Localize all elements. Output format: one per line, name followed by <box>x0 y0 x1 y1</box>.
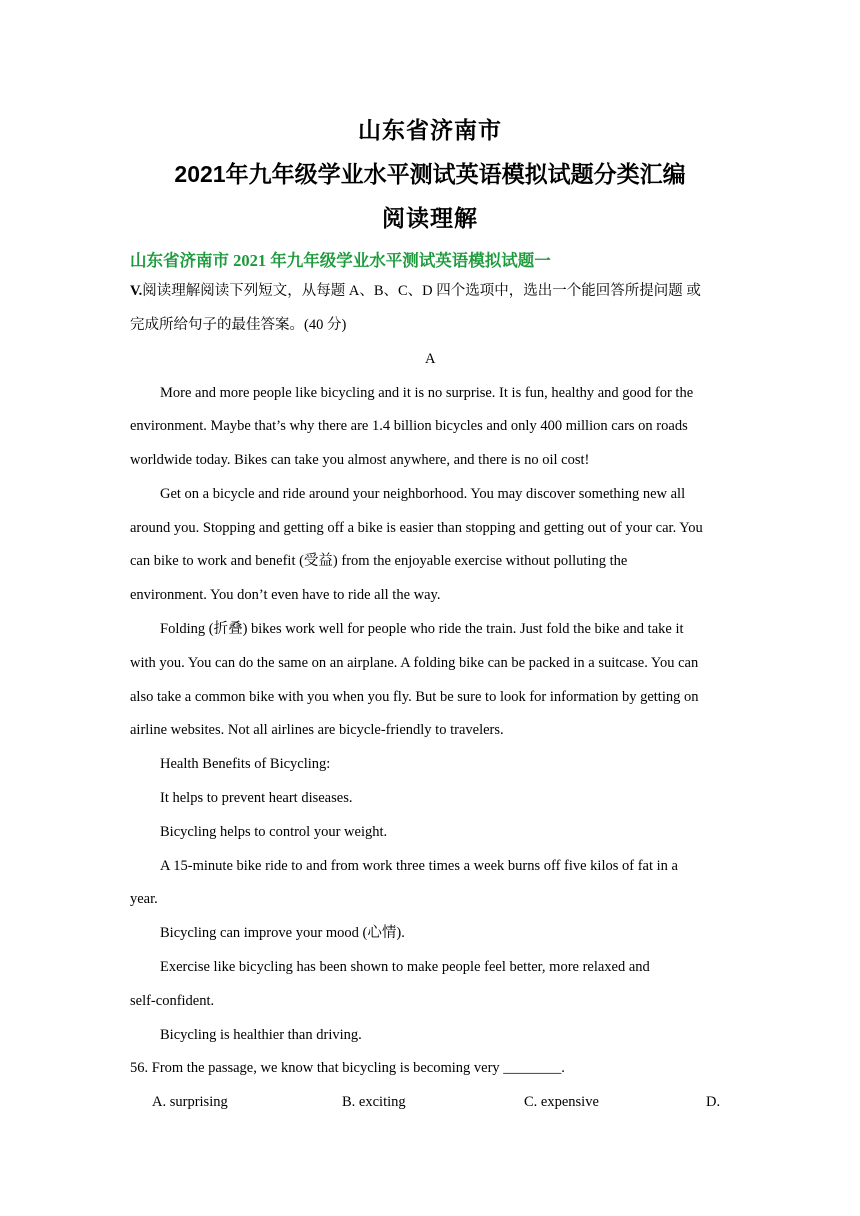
option-d: D. <box>706 1094 721 1110</box>
passage-label: A <box>425 351 436 367</box>
doc-title-main <box>0 156 860 189</box>
passage-line: with you. You can do the same on an airplane. A folding bike can be packed in a suitcase. You can <box>130 655 699 671</box>
passage-line: airline websites. Not all airlines are bicycle-friendly to travelers. <box>130 722 504 738</box>
question-stem: 56. From the passage, we know that bicycling is becoming very ________. <box>130 1060 565 1076</box>
doc-title-section: 阅读理解 <box>382 206 478 231</box>
title-year: 2021 <box>174 161 226 187</box>
instruction-text-1: 阅读理解阅读下列短文，从每题 A、B、C、D 四个选项中，选出一个能回答所提问题 或 <box>142 283 701 299</box>
passage-line: around you. Stopping and getting off a bike is easier than stopping and getting out of your car. You <box>130 520 703 536</box>
option-c: C. expensive <box>524 1094 599 1110</box>
passage-line: Folding (折叠) bikes work well for people who ride the train. Just fold the bike and take it <box>160 621 684 637</box>
passage-line: year. <box>130 891 158 907</box>
option-b: B. exciting <box>342 1094 406 1110</box>
passage-line: Bicycling helps to control your weight. <box>160 824 388 840</box>
passage-line: can bike to work and benefit (受益) from the enjoyable exercise without polluting the <box>130 553 628 569</box>
passage-line: also take a common bike with you when you fly. But be sure to look for information by getting on <box>130 689 699 705</box>
passage-line: Health Benefits of Bicycling: <box>160 756 331 772</box>
passage-line: It helps to prevent heart diseases. <box>160 790 353 806</box>
passage-line: worldwide today. Bikes can take you almost anywhere, and there is no oil cost! <box>130 452 590 468</box>
passage-line: More and more people like bicycling and it is no surprise. It is fun, healthy and good for the <box>160 385 694 401</box>
exam-subtitle: 山东省济南市 2021 年九年级学业水平测试英语模拟试题一 <box>130 251 551 270</box>
instruction-line-2: 完成所给句子的最佳答案。(40 分) <box>130 317 347 333</box>
passage-line: Exercise like bicycling has been shown to make people feel better, more relaxed and <box>160 959 650 975</box>
option-a: A. surprising <box>152 1094 228 1110</box>
doc-title-province: 山东省济南市 <box>358 118 502 143</box>
passage-line: A 15-minute bike ride to and from work three times a week burns off five kilos of fat in a <box>160 858 678 874</box>
passage-line: environment. You don’t even have to ride all the way. <box>130 587 441 603</box>
passage-line: self-confident. <box>130 993 215 1009</box>
title-text: 年九年级学业水平测试英语模拟试题分类汇编 <box>225 162 686 187</box>
passage-line: environment. Maybe that’s why there are 1.4 billion bicycles and only 400 million cars on roads <box>130 418 688 434</box>
passage-line: Bicycling is healthier than driving. <box>160 1027 362 1043</box>
section-roman-numeral: V. <box>130 283 143 299</box>
instruction-line-1 <box>130 281 701 301</box>
passage-line: Get on a bicycle and ride around your neighborhood. You may discover something new all <box>160 486 686 502</box>
passage-line: Bicycling can improve your mood (心情). <box>160 925 405 941</box>
